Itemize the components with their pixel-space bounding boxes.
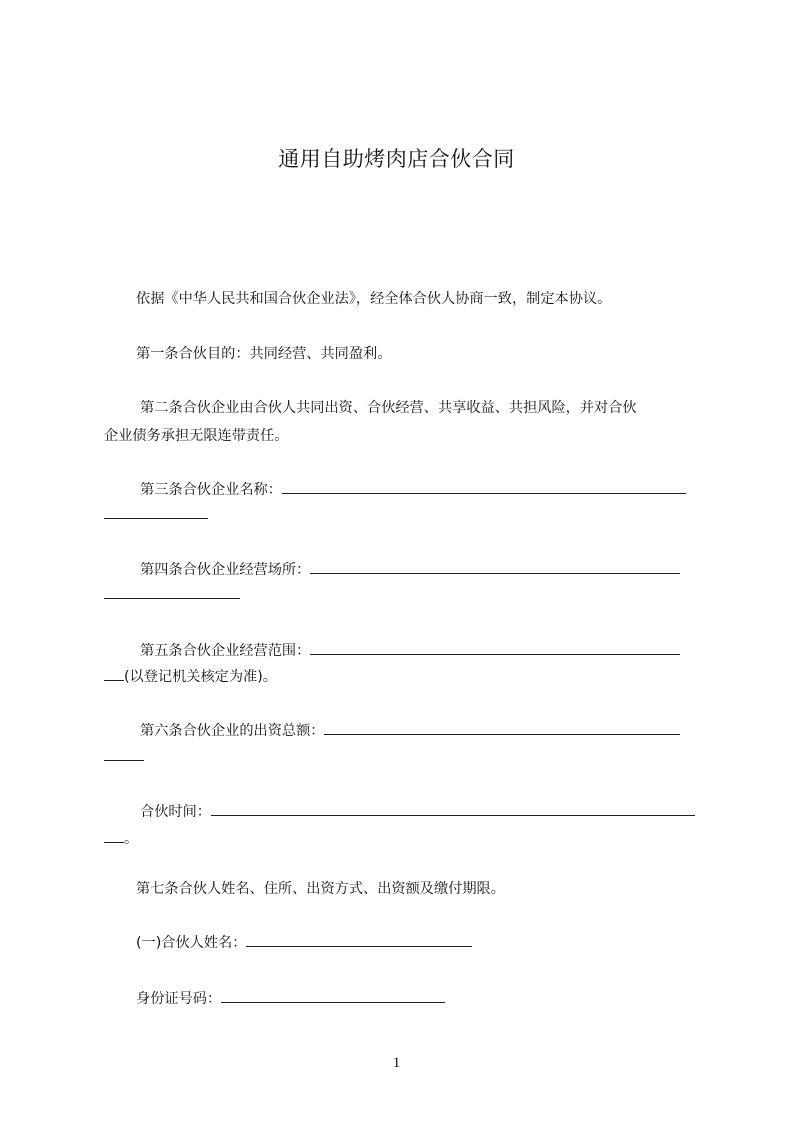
total-capital-blank-cont: [104, 740, 144, 761]
preamble: 依据《中华人民共和国合伙企业法》，经全体合伙人协商一致，制定本协议。: [136, 291, 612, 307]
article-3-continuation: [104, 498, 208, 531]
partnership-term: [140, 795, 695, 828]
id-number-blank: [221, 982, 445, 1003]
business-premises-blank-cont: [104, 578, 240, 599]
business-scope-blank-cont: [104, 660, 124, 681]
article-6: [140, 714, 680, 747]
article-5-suffix: (以登记机关核定为准)。: [124, 669, 277, 685]
id-number-label: 身份证号码：: [136, 991, 222, 1007]
article-5-continuation: [104, 660, 277, 693]
article-1: 第一条合伙目的：共同经营、共同盈利。: [136, 346, 392, 362]
partnership-term-continuation: [104, 822, 138, 855]
article-3: [140, 473, 686, 506]
article-2-line-1: 第二条合伙企业由合伙人共同出资、合伙经营、共享收益、共担风险，并对合伙: [140, 400, 637, 416]
document-title: 通用自助烤肉店合伙合同: [278, 147, 515, 171]
partner-name-blank: [246, 926, 472, 947]
article-2-line-2: 企业债务承担无限连带责任。: [104, 428, 289, 444]
article-3-label: 第三条合伙企业名称：: [140, 482, 282, 498]
company-name-blank-cont: [104, 498, 208, 519]
partner-name-label: (一)合伙人姓名：: [136, 935, 247, 951]
business-premises-blank: [310, 553, 680, 574]
term-blank: [211, 795, 695, 816]
page-number: 1: [392, 1055, 401, 1071]
partner-name: [136, 926, 472, 959]
term-blank-cont: [104, 822, 124, 843]
business-scope-blank: [310, 634, 680, 655]
company-name-blank: [282, 473, 686, 494]
article-4-label: 第四条合伙企业经营场所：: [140, 562, 311, 578]
term-suffix: 。: [124, 831, 139, 847]
id-number: [136, 982, 445, 1015]
article-6-continuation: [104, 740, 144, 773]
total-capital-blank: [324, 714, 680, 735]
article-4-continuation: [104, 578, 240, 611]
article-5-label: 第五条合伙企业经营范围：: [140, 643, 311, 659]
article-6-label: 第六条合伙企业的出资总额：: [140, 723, 325, 739]
term-label: 合伙时间：: [140, 804, 211, 820]
article-7: 第七条合伙人姓名、住所、出资方式、出资额及缴付期限。: [136, 881, 505, 897]
